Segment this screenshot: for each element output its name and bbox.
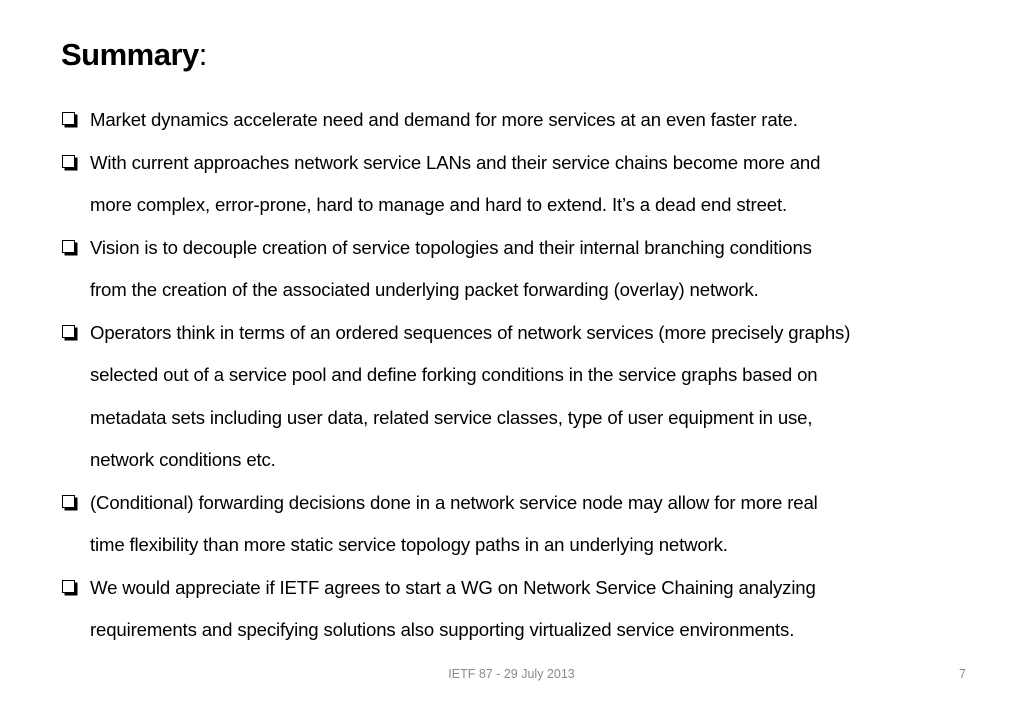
bullet-line: Operators think in terms of an ordered sequences of network services (more precisely graphs) <box>90 321 851 343</box>
checkbox-bullet-icon <box>62 495 75 508</box>
bullet-line: Market dynamics accelerate need and demand for more services at an even faster rate. <box>90 109 798 130</box>
checkbox-bullet-icon <box>62 325 75 338</box>
bullet-item <box>61 482 1011 567</box>
bullet-item <box>61 99 1011 142</box>
bullet-line: metadata sets including user data, related service classes, type of user equipment in use, <box>90 406 813 428</box>
bullet-line: With current approaches network service LANs and their service chains become more and <box>90 151 821 173</box>
bullet-item <box>61 227 1011 312</box>
checkbox-bullet-icon <box>62 240 75 253</box>
checkbox-bullet-icon <box>62 155 75 168</box>
checkbox-bullet-icon <box>62 112 75 125</box>
bullet-list <box>61 99 1011 652</box>
bullet-line: selected out of a service pool and define forking conditions in the service graphs based on <box>90 364 818 385</box>
bullet-line: requirements and specifying solutions also supporting virtualized service environments. <box>90 619 795 640</box>
checkbox-bullet-icon <box>62 580 75 593</box>
bullet-line: Vision is to decouple creation of service topologies and their internal branching conditions <box>90 236 812 258</box>
bullet-line: from the creation of the associated underlying packet forwarding (overlay) network. <box>90 279 759 300</box>
bullet-line: We would appreciate if IETF agrees to start a WG on Network Service Chaining analyzing <box>90 576 816 598</box>
slide-title <box>61 36 207 74</box>
slide-title-colon: : <box>198 37 207 72</box>
footer-date: IETF 87 - 29 July 2013 <box>448 667 575 681</box>
bullet-item <box>61 142 1011 227</box>
bullet-item <box>61 312 1011 482</box>
bullet-line: time flexibility than more static service topology paths in an underlying network. <box>90 534 728 555</box>
bullet-item <box>61 567 1011 652</box>
slide-title-text: Summary <box>61 37 199 72</box>
bullet-line: (Conditional) forwarding decisions done in a network service node may allow for more real <box>90 491 818 513</box>
page-number: 7 <box>959 667 966 681</box>
bullet-line: more complex, error-prone, hard to manage and hard to extend. It’s a dead end street. <box>90 194 787 215</box>
bullet-line: network conditions etc. <box>90 449 276 470</box>
